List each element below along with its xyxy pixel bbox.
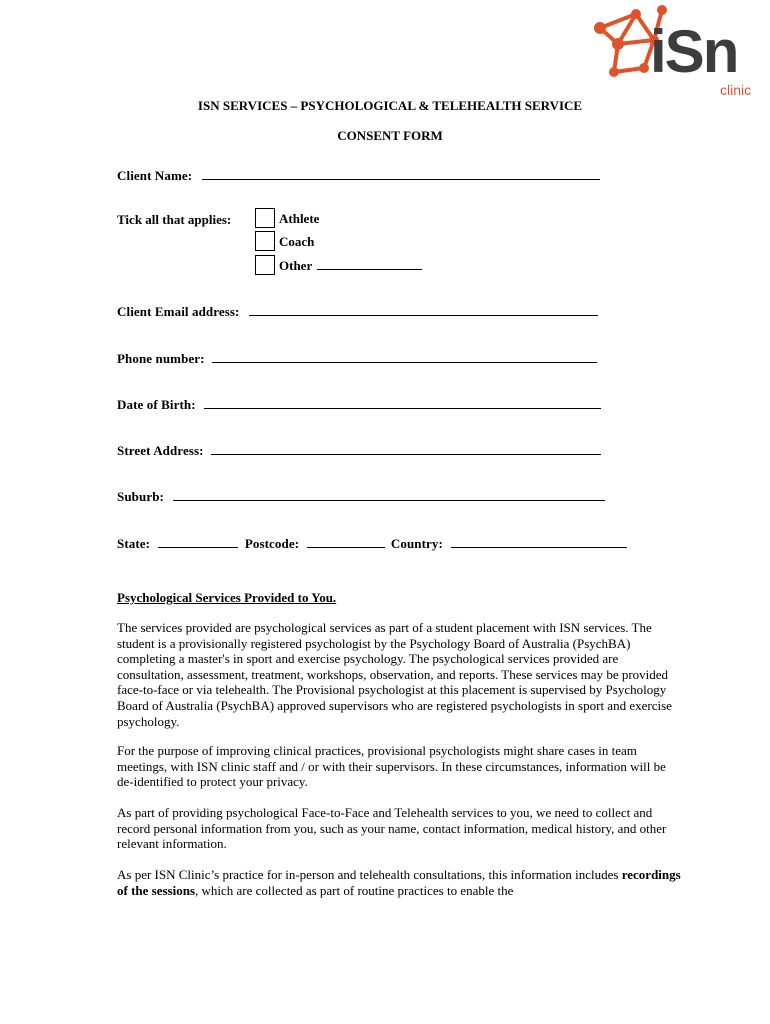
recordings-text-start: As per ISN Clinic’s practice for in-person and telehealth consultations, this information includes <box>117 867 622 882</box>
logo-subtext: clinic <box>720 82 752 98</box>
street-line[interactable] <box>211 443 601 455</box>
street-field[interactable] <box>117 443 601 459</box>
client-name-label: Client Name: <box>117 168 193 183</box>
email-field[interactable] <box>117 304 598 320</box>
suburb-line[interactable] <box>173 489 605 501</box>
postcode-label: Postcode: <box>244 536 300 551</box>
option-other[interactable] <box>255 255 422 277</box>
dob-line[interactable] <box>204 397 601 409</box>
dob-label: Date of Birth: <box>117 397 196 412</box>
suburb-label: Suburb: <box>117 489 164 504</box>
client-name-field[interactable] <box>117 168 600 184</box>
address-line-row <box>117 536 627 552</box>
paragraph-recordings <box>117 867 683 898</box>
country-label: Country: <box>390 536 443 551</box>
recordings-emphasis: recordings of the sessions <box>117 867 681 898</box>
coach-checkbox[interactable] <box>255 231 275 251</box>
document-title: ISN SERVICES – PSYCHOLOGICAL & TELEHEALTH SERVICE <box>197 98 583 113</box>
recordings-text-end: , which are collected as part of routine practices to enable the <box>195 882 514 898</box>
other-checkbox[interactable] <box>255 255 275 275</box>
coach-label: Coach <box>279 234 315 249</box>
athlete-label: Athlete <box>279 211 320 226</box>
other-label: Other <box>279 258 313 273</box>
suburb-field[interactable] <box>117 489 605 505</box>
phone-field[interactable] <box>117 351 597 367</box>
isn-clinic-logo <box>588 2 770 102</box>
phone-line[interactable] <box>212 351 597 363</box>
paragraph-case-sharing: For the purpose of improving clinical practices, provisional psychologists might share cases in team meetings, with ISN clinic staff and / or with their supervisors. In these circumstances, information will be de-identified to protect your privacy. <box>117 743 666 790</box>
tick-all-label: Tick all that applies: <box>117 212 232 227</box>
other-line[interactable] <box>317 258 422 270</box>
logo-wordmark: iSn <box>650 18 738 85</box>
street-label: Street Address: <box>117 443 204 458</box>
client-name-line[interactable] <box>202 168 600 180</box>
email-label: Client Email address: <box>117 304 240 319</box>
section-heading: Psychological Services Provided to You. <box>117 590 337 605</box>
postcode-line[interactable] <box>307 536 385 548</box>
athlete-checkbox[interactable] <box>255 208 275 228</box>
country-line[interactable] <box>451 536 627 548</box>
email-line[interactable] <box>249 304 598 316</box>
option-athlete[interactable] <box>255 208 319 230</box>
paragraph-information-collection: As part of providing psychological Face-to-Face and Telehealth services to you, we need to collect and record personal information from you, such as your name, contact information, medical history, and other relevant information. <box>117 805 667 852</box>
document-subtitle: CONSENT FORM <box>337 128 443 143</box>
state-line[interactable] <box>158 536 238 548</box>
paragraph-services: The services provided are psychological services as part of a student placement with ISN services. The student is a provisionally registered psychologist by the Psychology Board of Australia (PsychBA) completing a master's in sport and exercise psychology. The psychological services provided are consultation, assessment, treatment, workshops, observation, and reports. These services may be provided face-to-face or via telehealth. The Provisional psychologist at this placement is supervised by Psychology Board of Australia (PsychBA) approved supervisors who are registered psychologists in sport and exercise psychology. <box>117 620 672 729</box>
phone-label: Phone number: <box>117 351 205 366</box>
dob-field[interactable] <box>117 397 601 413</box>
state-label: State: <box>117 536 151 551</box>
option-coach[interactable] <box>255 231 314 253</box>
